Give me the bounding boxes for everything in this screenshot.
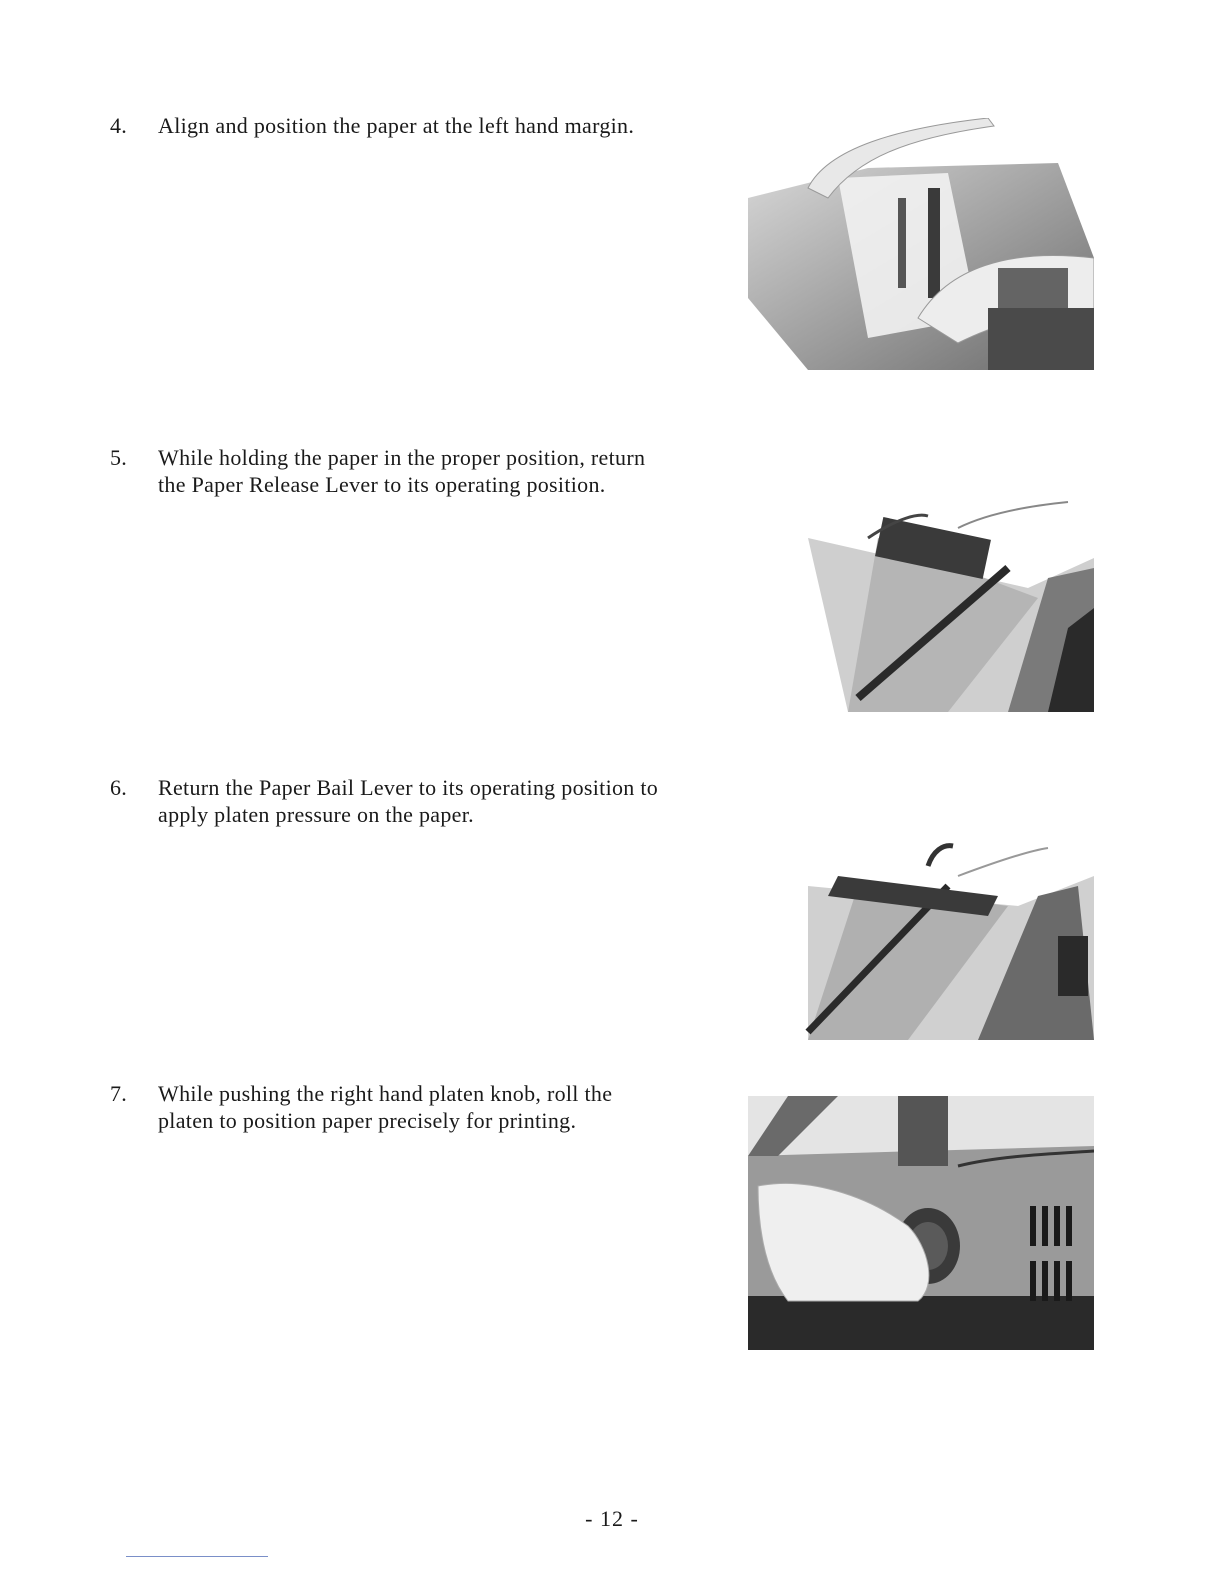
paper-release-lever-photo [748,498,1094,712]
platen-knob-photo [748,1096,1094,1350]
hands-aligning-paper-photo [748,118,1094,370]
step-7 [110,1080,670,1134]
step-text: Align and position the paper at the left hand margin. [158,113,635,138]
page-number: - 12 - [585,1506,639,1531]
step-text: Return the Paper Bail Lever to its operating position to apply platen pressure on the paper. [158,775,659,827]
step-text: While pushing the right hand platen knob, roll the platen to position paper precisely for printing. [158,1081,613,1133]
step-number: 4. [110,113,128,138]
step-number: 6. [110,775,128,800]
step-number: 7. [110,1081,128,1106]
step-5 [110,444,670,498]
footer-rule [126,1556,268,1557]
step-4 [110,112,670,139]
paper-bail-lever-photo [748,836,1094,1040]
step-number: 5. [110,445,128,470]
step-text: While holding the paper in the proper position, return the Paper Release Lever to its operating position. [158,445,646,497]
step-6 [110,774,670,828]
